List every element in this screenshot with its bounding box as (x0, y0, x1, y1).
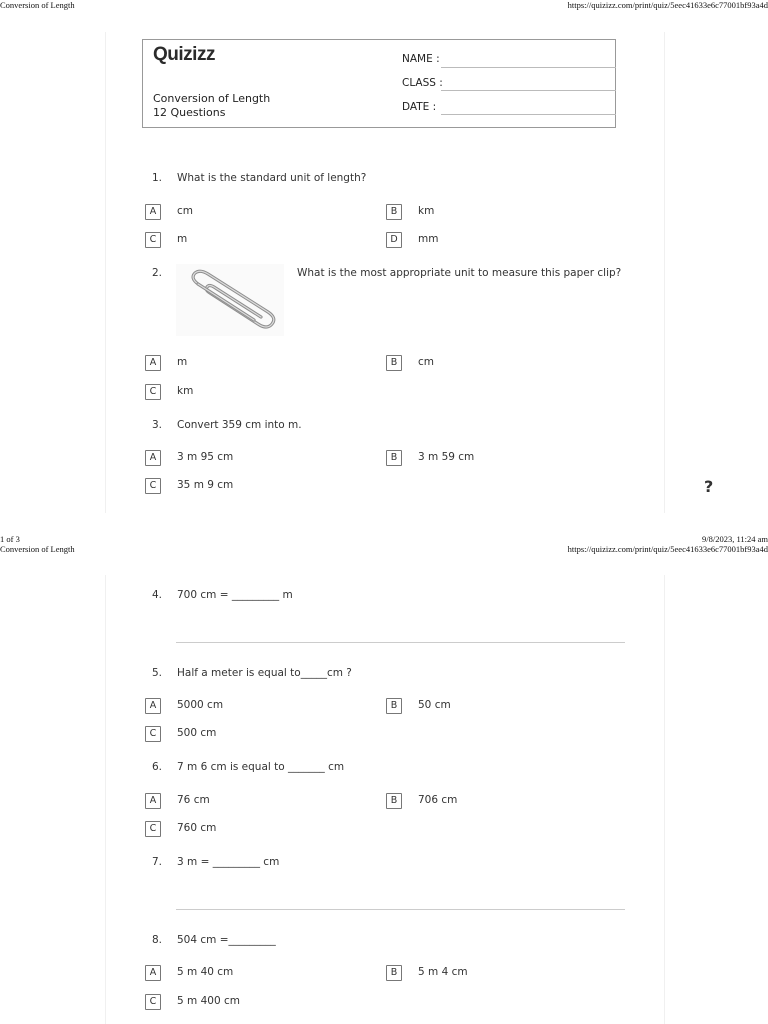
option-key: C (145, 726, 161, 742)
answer-line (176, 642, 625, 643)
option-text: cm (418, 356, 435, 368)
print-header-title: Conversion of Length (0, 0, 75, 10)
option-text: 3 m 95 cm (177, 451, 234, 463)
class-line (441, 90, 616, 91)
print-footer-page: 1 of 3 (0, 534, 20, 544)
question-number: 7. (152, 856, 163, 868)
question-number: 3. (152, 419, 163, 431)
option-text: 5 m 40 cm (177, 966, 234, 978)
quiz-title: Conversion of Length (153, 92, 271, 105)
option-key: B (386, 204, 402, 220)
option-text: km (177, 385, 194, 397)
option-text: 500 cm (177, 727, 217, 739)
option-text: 5000 cm (177, 699, 224, 711)
worksheet-page-1 (105, 32, 665, 513)
option-text: 760 cm (177, 822, 217, 834)
option-text: cm (177, 205, 194, 217)
option-key: D (386, 232, 402, 248)
option-key: A (145, 698, 161, 714)
question-number: 2. (152, 267, 163, 279)
option-text: 35 m 9 cm (177, 479, 234, 491)
option-key: B (386, 698, 402, 714)
option-text: 50 cm (418, 699, 451, 711)
student-info-box (142, 39, 616, 128)
question-number: 6. (152, 761, 163, 773)
option-text: m (177, 356, 188, 368)
question-text: 7 m 6 cm is equal to _______ cm (177, 761, 345, 773)
date-label: DATE : (402, 101, 437, 113)
question-number: 8. (152, 934, 163, 946)
print-header-url: https://quizizz.com/print/quiz/5eec41633e6c77001bf93a4d (567, 0, 768, 10)
question-text: Convert 359 cm into m. (177, 419, 302, 431)
option-key: C (145, 994, 161, 1010)
option-text: km (418, 205, 435, 217)
class-label: CLASS : (402, 77, 443, 89)
print-header-title: Conversion of Length (0, 544, 75, 554)
option-key: C (145, 232, 161, 248)
option-text: mm (418, 233, 439, 245)
question-text: 3 m = _________ cm (177, 856, 280, 868)
help-icon[interactable]: ? (704, 477, 714, 496)
option-key: A (145, 965, 161, 981)
option-text: 76 cm (177, 794, 210, 806)
print-header-url: https://quizizz.com/print/quiz/5eec41633e6c77001bf93a4d (567, 544, 768, 554)
option-key: B (386, 965, 402, 981)
option-text: 3 m 59 cm (418, 451, 475, 463)
answer-line (176, 909, 625, 910)
name-line (441, 67, 616, 68)
option-text: 5 m 4 cm (418, 966, 468, 978)
option-key: A (145, 204, 161, 220)
question-number: 4. (152, 589, 163, 601)
option-key: A (145, 793, 161, 809)
option-key: C (145, 821, 161, 837)
question-number: 1. (152, 172, 163, 184)
option-text: 706 cm (418, 794, 458, 806)
paper-clip-image (176, 264, 284, 336)
option-key: C (145, 384, 161, 400)
name-label: NAME : (402, 53, 440, 65)
question-count: 12 Questions (153, 106, 226, 119)
date-line (441, 114, 616, 115)
question-text: Half a meter is equal to_____cm ? (177, 667, 352, 679)
question-text: 504 cm =_________ (177, 934, 276, 946)
option-key: B (386, 355, 402, 371)
question-text: What is the most appropriate unit to measure this paper clip? (297, 267, 622, 279)
question-text: 700 cm = _________ m (177, 589, 293, 601)
print-footer-date: 9/8/2023, 11:24 am (701, 534, 768, 544)
worksheet-page-2 (105, 575, 665, 1024)
option-key: A (145, 450, 161, 466)
option-key: B (386, 450, 402, 466)
option-key: B (386, 793, 402, 809)
option-text: m (177, 233, 188, 245)
option-key: C (145, 478, 161, 494)
option-key: A (145, 355, 161, 371)
quizizz-logo: Quizizz (153, 44, 215, 65)
option-text: 5 m 400 cm (177, 995, 240, 1007)
question-text: What is the standard unit of length? (177, 172, 367, 184)
question-number: 5. (152, 667, 163, 679)
